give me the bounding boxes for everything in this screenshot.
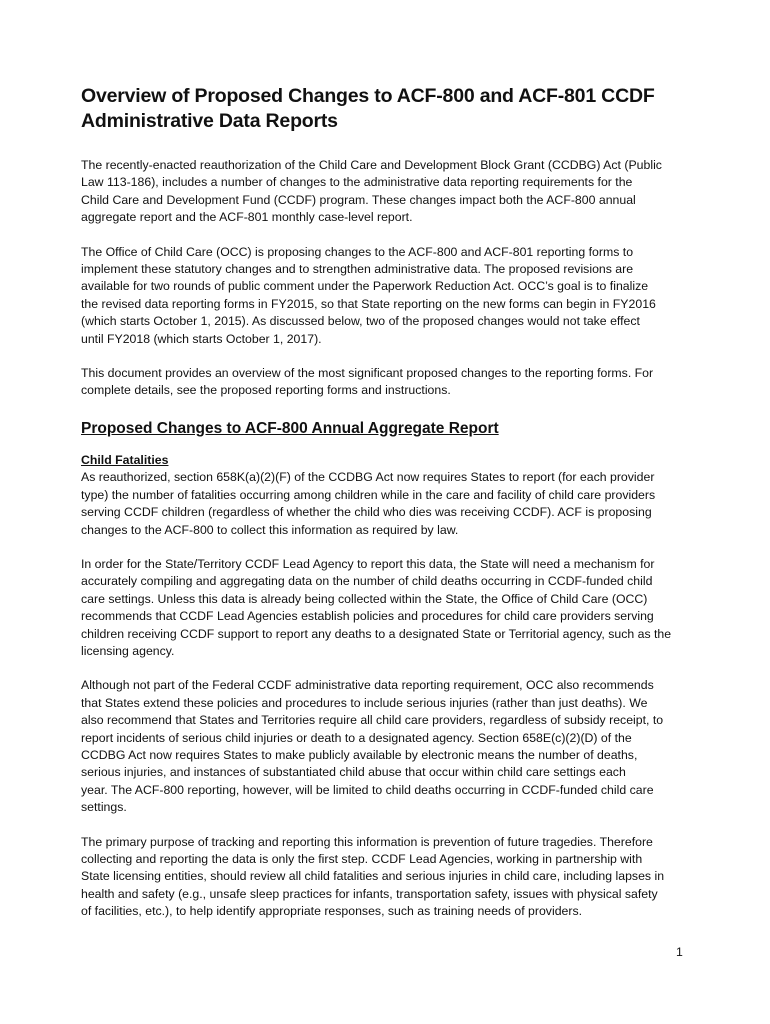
- intro-paragraph-2: The Office of Child Care (OCC) is proposing changes to the ACF-800 and ACF-801 reporting forms to implement these statutory changes and to strengthen administrative data. The proposed revisions are available for two rounds of public comment under the Paperwork Reduction Act. OCC’s goal is to finalize the revised data reporting forms in FY2015, so that State reporting on the new forms can begin in FY2016 (which starts October 1, 2015). As discussed below, two of the proposed changes would not take effect until FY2018 (which starts October 1, 2017).: [81, 244, 656, 346]
- subsection-heading-child-fatalities: Child Fatalities: [81, 452, 169, 467]
- intro-paragraph-1: The recently-enacted reauthorization of the Child Care and Development Block Grant (CCDBG) Act (Public Law 113-186), includes a number of changes to the administrative data reporting requirements for the Child Care and Development Fund (CCDF) program. These changes impact both the ACF-800 annual aggregate report and the ACF-801 monthly case-level report.: [81, 158, 662, 225]
- section-heading-acf800: Proposed Changes to ACF-800 Annual Aggregate Report: [81, 419, 499, 437]
- intro-paragraph-3: This document provides an overview of the most significant proposed changes to the reporting forms. For complete details, see the proposed reporting forms and instructions.: [81, 366, 654, 398]
- section-paragraph-2: In order for the State/Territory CCDF Lead Agency to report this data, the State will need a mechanism for accurately compiling and aggregating data on the number of child deaths occurring in CCDF-funded child care settings. Unless this data is already being collected within the State, the Office of Child Care (OCC) recommends that CCDF Lead Agencies establish policies and procedures for child care providers serving children receiving CCDF support to report any deaths to a designated State or Territorial agency, such as the licensing agency.: [81, 556, 672, 658]
- section-paragraph-4: The primary purpose of tracking and reporting this information is prevention of future tragedies. Therefore collecting and reporting the data is only the first step. CCDF Lead Agencies, working in partnership with State licensing entities, should review all child fatalities and serious injuries in child care, including lapses in health and safety (e.g., unsafe sleep practices for infants, transportation safety, issues with physical safety of facilities, etc.), to help identify appropriate responses, such as training needs of providers.: [81, 834, 665, 919]
- section-paragraph-3: Although not part of the Federal CCDF administrative data reporting requirement, OCC also recommends that States extend these policies and procedures to include serious injuries (rather than just deaths). We also recommend that States and Territories require all child care providers, regardless of subsidy receipt, to report incidents of serious child injuries or death to a designated agency. Section 658E(c)(2)(D) of the CCDBG Act now requires States to make publicly available by electronic means the number of deaths, serious injuries, and instances of substantiated child abuse that occur within child care settings each year. The ACF-800 reporting, however, will be limited to child deaths occurring in CCDF-funded child care settings.: [81, 678, 664, 815]
- document-title: Overview of Proposed Changes to ACF-800 and ACF-801 CCDF Administrative Data Reports: [81, 85, 655, 132]
- document-page: [81, 84, 693, 938]
- section-paragraph-1: As reauthorized, section 658K(a)(2)(F) of the CCDBG Act now requires States to report (for each provider type) the number of fatalities occurring among children while in the care and facility of child care providers serving CCDF children (regardless of whether the child who dies was receiving CCDF). ACF is proposing changes to the ACF-800 to collect this information as required by law.: [81, 470, 656, 537]
- page-number: 1: [676, 945, 683, 959]
